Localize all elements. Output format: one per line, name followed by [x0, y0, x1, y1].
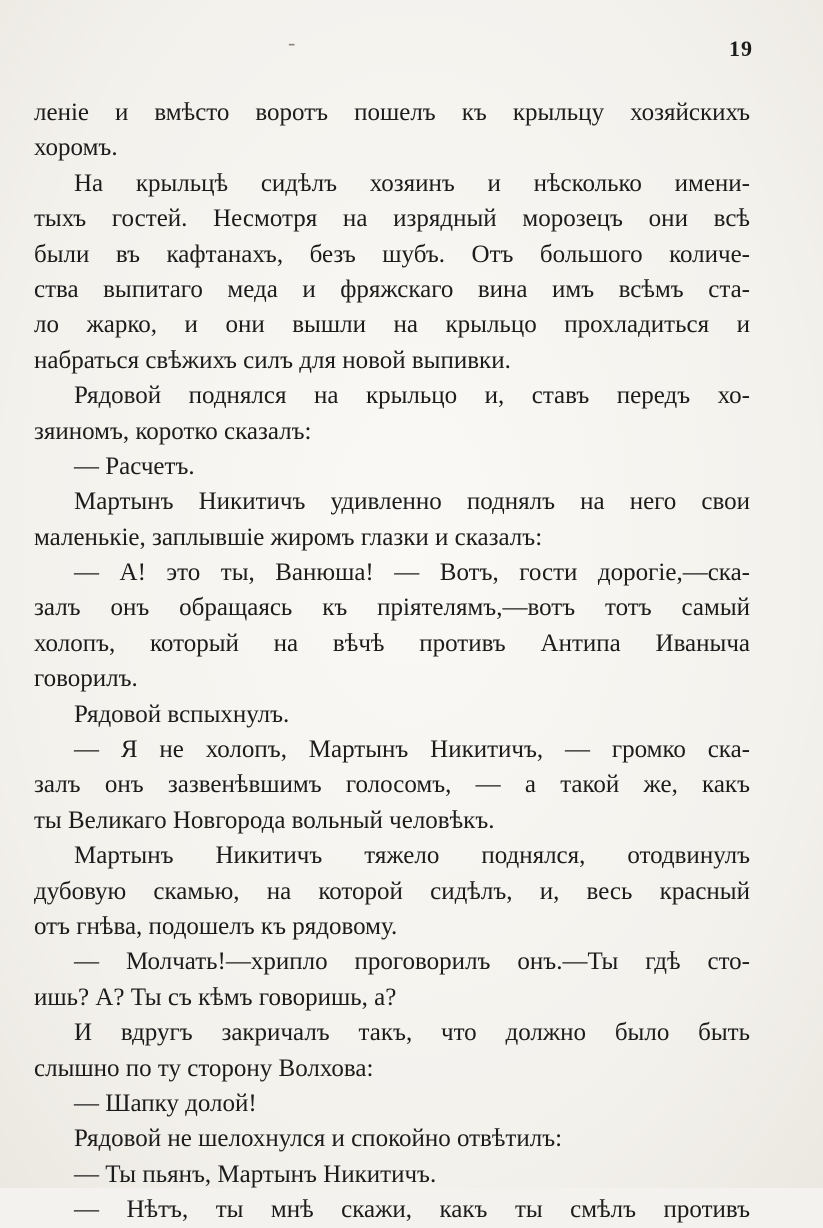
text-line: ишь? А? Ты съ кѣмъ говоришь, а? — [34, 983, 397, 1011]
text-line: — Я не холопъ, Мартынъ Никитичъ, — громко ска- — [74, 736, 750, 764]
text-line: залъ онъ зазвенѣвшимъ голосомъ, — а такой же, какъ — [34, 771, 750, 799]
text-line: маленькіе, заплывшіе жиромъ глазки и сказалъ: — [34, 523, 543, 551]
text-line: — А! это ты, Ванюша! — Вотъ, гости дорогіе,—ска- — [74, 559, 750, 587]
text-line: ства выпитаго меда и фряжскаго вина имъ всѣмъ ста- — [34, 275, 750, 303]
text-line: — Расчетъ. — [74, 452, 195, 480]
text-line: Мартынъ Никитичъ удивленно поднялъ на него свои — [74, 488, 750, 516]
text-line: — Молчать!—хрипло проговорилъ онъ.—Ты гдѣ сто- — [74, 948, 750, 976]
text-line: леніе и вмѣсто воротъ пошелъ къ крыльцу хозяйскихъ — [34, 99, 750, 126]
text-line: хоромъ. — [34, 134, 118, 162]
text-line: Мартынъ Никитичъ тяжело поднялся, отодвинулъ — [74, 842, 750, 870]
text-line: зяиномъ, коротко сказалъ: — [34, 417, 312, 445]
text-line: залъ онъ обращаясь къ пріятелямъ,—вотъ тотъ самый — [34, 594, 750, 622]
text-line: отъ гнѣва, подошелъ къ рядовому. — [34, 912, 398, 940]
text-line: говорилъ. — [34, 665, 138, 693]
header-dash: - — [288, 30, 296, 55]
body-text — [34, 95, 750, 1228]
page-number: 19 — [729, 36, 753, 61]
text-line: холопъ, который на вѣчѣ противъ Антипа Иваныча — [34, 629, 750, 657]
text-line: тыхъ гостей. Несмотря на изрядный морозецъ они всѣ — [34, 205, 750, 233]
text-line: — Ты пьянъ, Мартынъ Никитичъ. — [74, 1160, 437, 1188]
text-line: дубовую скамью, на которой сидѣлъ, и, весь красный — [34, 877, 750, 905]
text-line: — Шапку долой! — [74, 1089, 257, 1117]
text-line: Рядовой поднялся на крыльцо и, ставъ передъ хо- — [74, 382, 750, 410]
text-line: набраться свѣжихъ силъ для новой выпивки. — [34, 346, 511, 374]
text-line: — Нѣтъ, ты мнѣ скажи, какъ ты смѣлъ противъ — [74, 1196, 750, 1224]
text-line: Рядовой вспыхнулъ. — [74, 700, 290, 728]
text-line: Рядовой не шелохнулся и спокойно отвѣтилъ: — [74, 1125, 563, 1153]
text-line: ло жарко, и они вышли на крыльцо прохладиться и — [34, 311, 750, 339]
text-line: были въ кафтанахъ, безъ шубъ. Отъ большого количе- — [34, 240, 750, 268]
text-line: И вдругъ закричалъ такъ, что должно было быть — [74, 1019, 750, 1047]
text-line: На крыльцѣ сидѣлъ хозяинъ и нѣсколько имени- — [74, 169, 750, 197]
text-line: слышно по ту сторону Волхова: — [34, 1054, 374, 1082]
text-line: ты Великаго Новгорода вольный человѣкъ. — [34, 806, 495, 834]
